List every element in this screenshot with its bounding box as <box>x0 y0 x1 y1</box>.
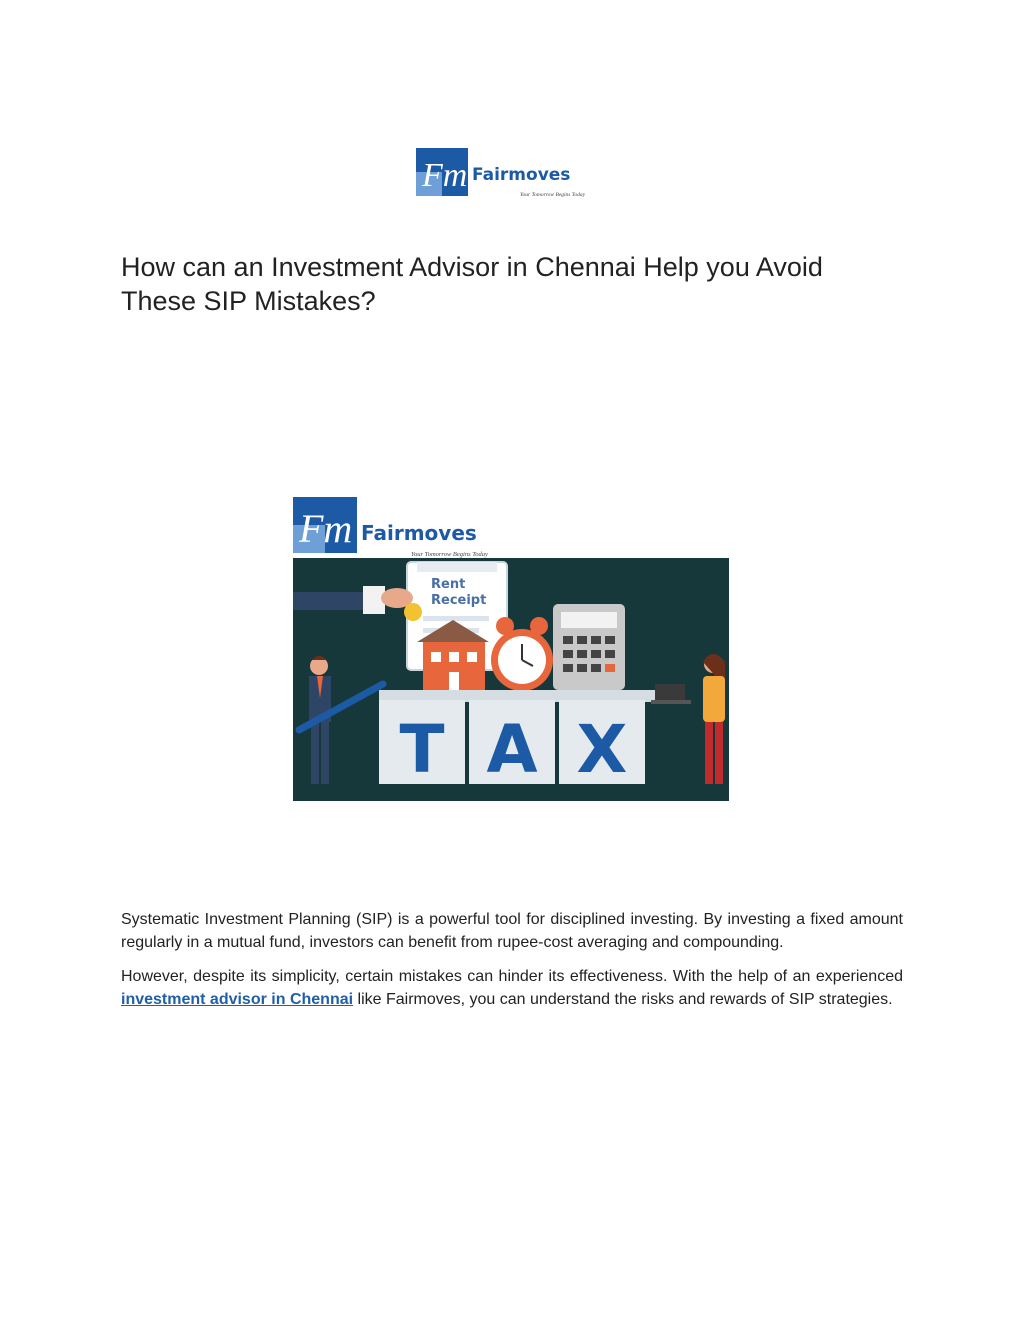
tax-blocks <box>379 690 655 788</box>
tax-letter-x: X <box>576 711 628 788</box>
tax-letter-t: T <box>399 711 445 788</box>
investment-advisor-link[interactable]: investment advisor in Chennai <box>121 990 354 1008</box>
paragraph-2: However, despite its simplicity, certain mistakes can hinder its effectiveness. With the help of an experienced investment advisor in Chennai like Fairmoves, you can understand the risks and rewards of SIP strategies. <box>121 968 903 1008</box>
calculator-icon <box>553 604 625 690</box>
tax-banner-image <box>293 494 729 801</box>
svg-text:Rent: Rent <box>431 577 466 592</box>
svg-text:Fm: Fm <box>299 506 353 551</box>
page-title: How can an Investment Advisor in Chennai Help you Avoid These SIP Mistakes? <box>121 252 823 316</box>
logo-monogram: Fm <box>422 157 468 194</box>
logo-tagline: Your Tomorrow Begins Today <box>520 192 586 198</box>
logo-wordmark: Fairmoves <box>472 165 571 185</box>
svg-text:Your Tomorrow Begins Today: Your Tomorrow Begins Today <box>411 551 488 558</box>
fairmoves-logo <box>416 146 586 198</box>
svg-text:Receipt: Receipt <box>431 593 487 608</box>
article-body <box>121 909 903 1023</box>
tax-letter-a: A <box>486 711 538 788</box>
banner-logo-wordmark: Fairmoves <box>361 521 477 545</box>
paragraph-1: Systematic Investment Planning (SIP) is a powerful tool for disciplined investing. By investing a fixed amount regularly in a mutual fund, investors can benefit from rupee-cost averaging and compounding. <box>121 911 903 951</box>
